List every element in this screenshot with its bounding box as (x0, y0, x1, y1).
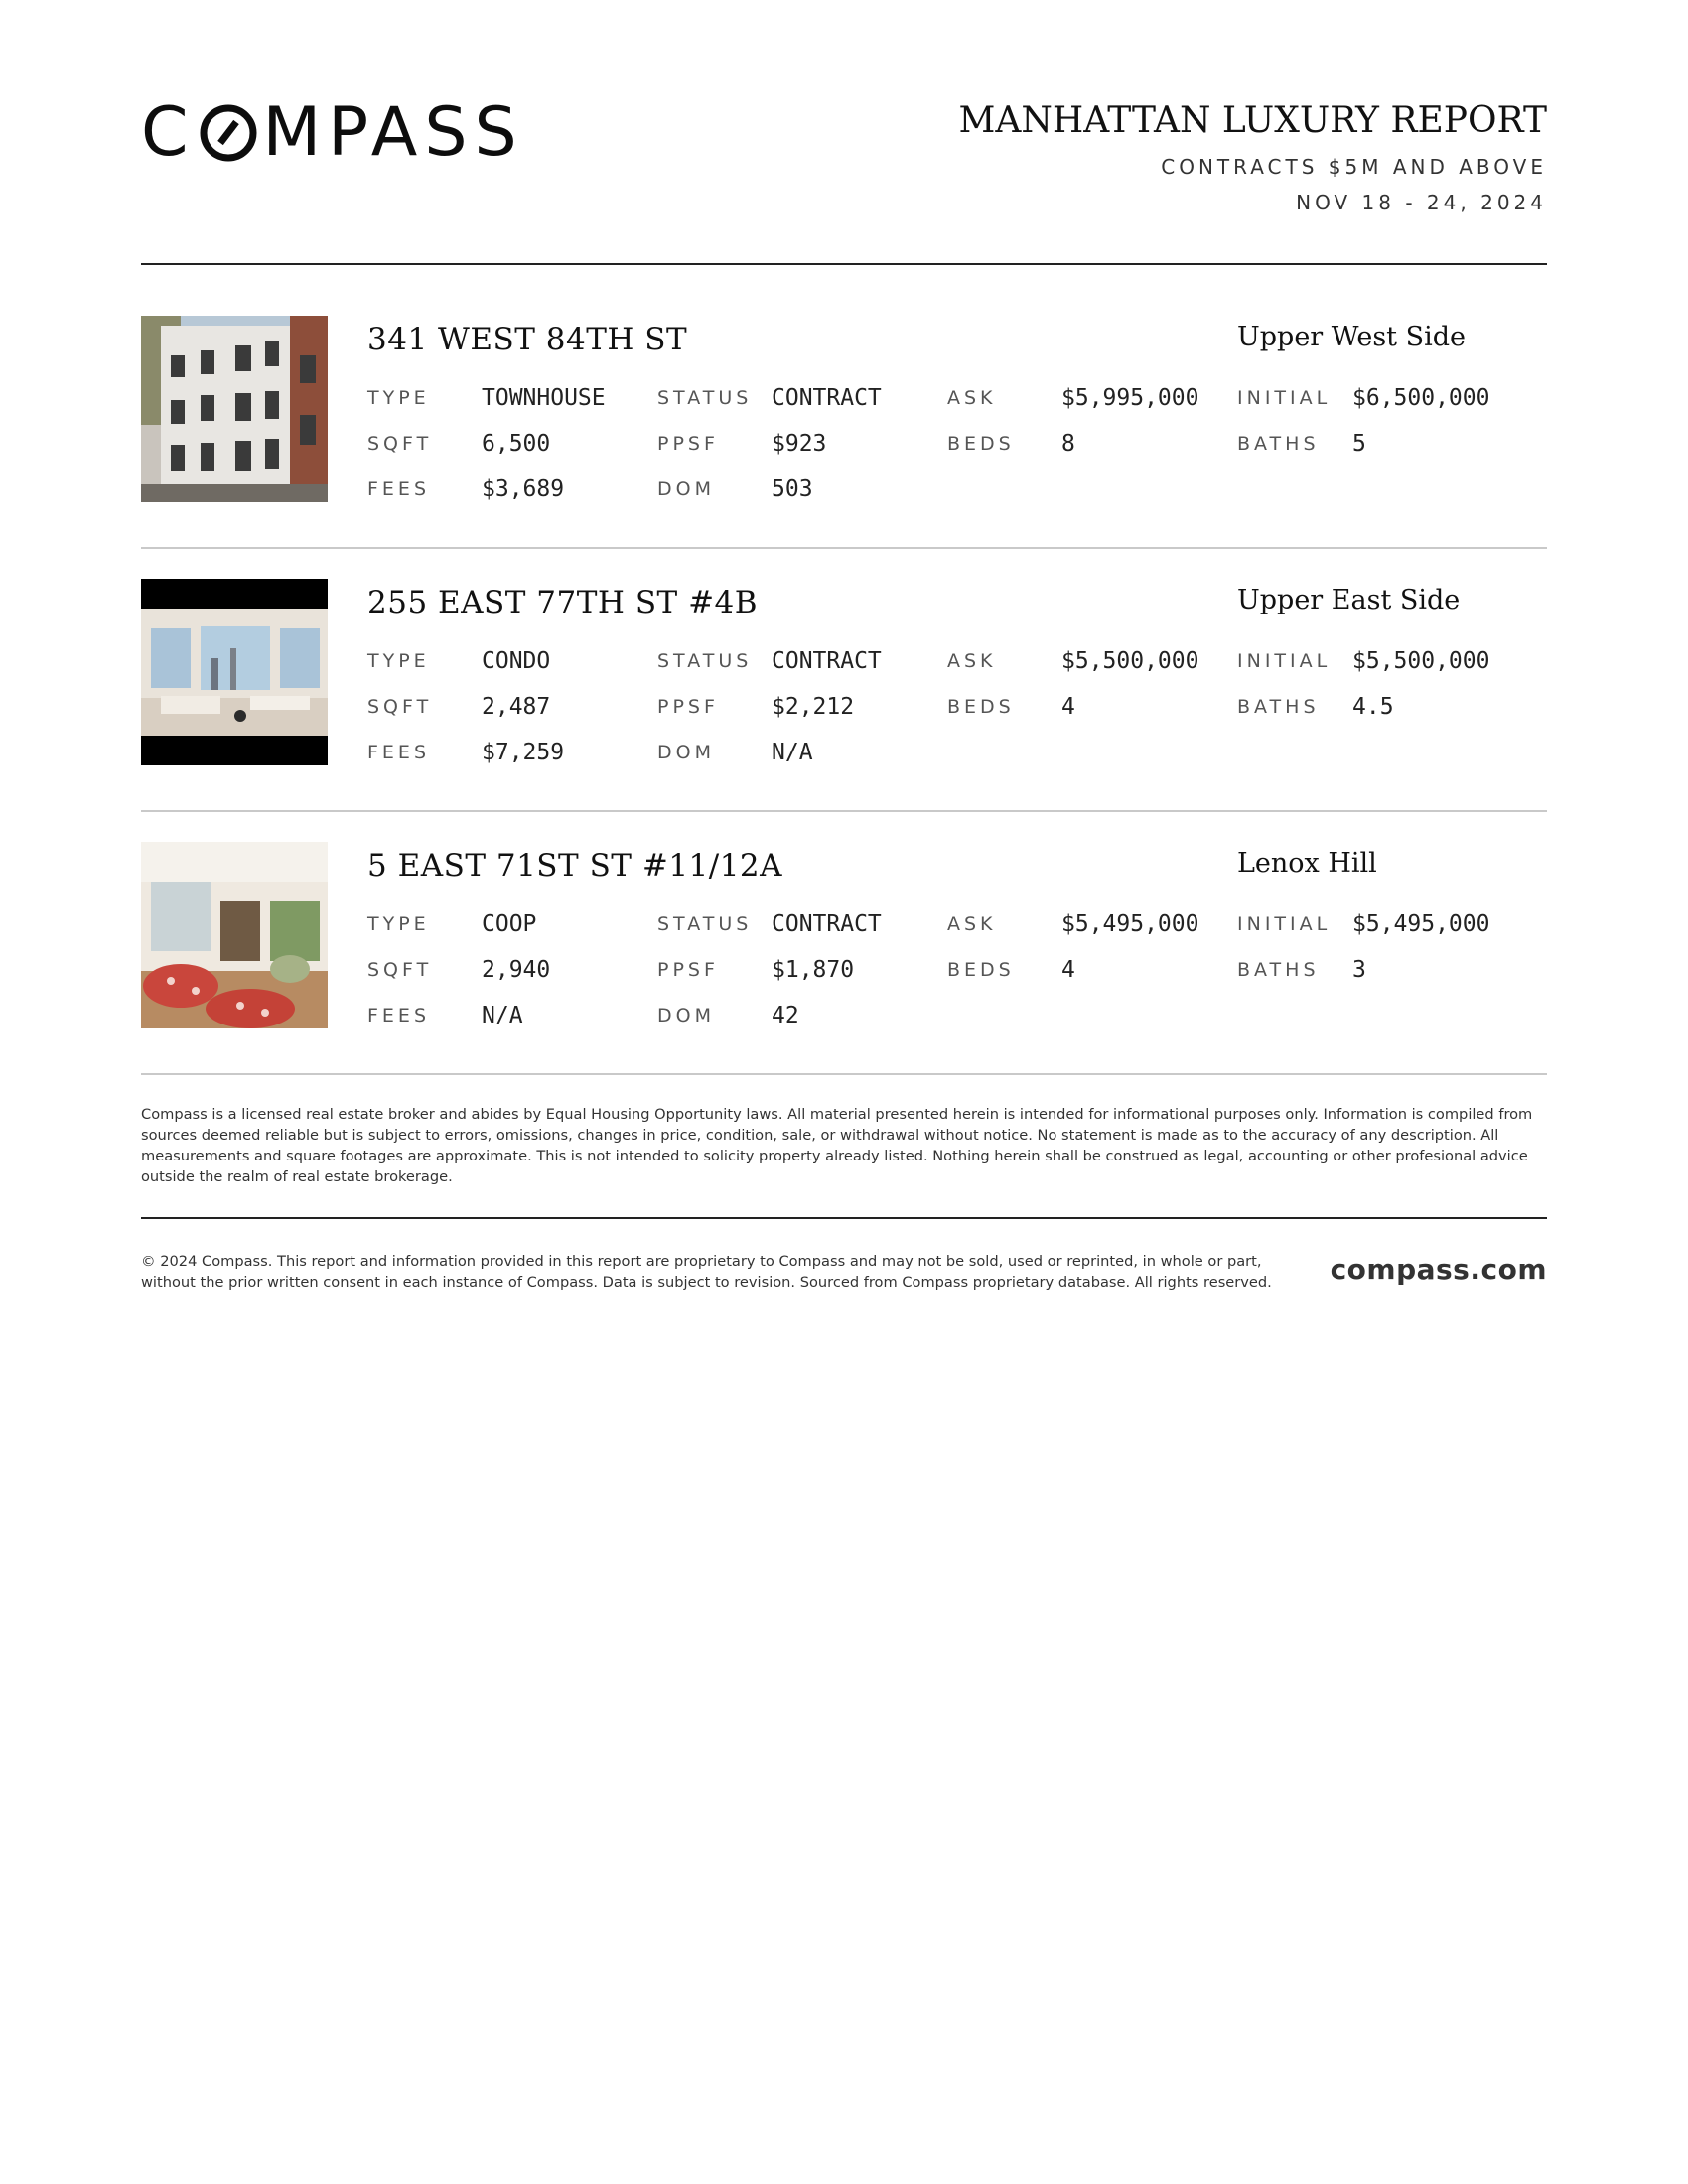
value-beds: 8 (1061, 431, 1075, 457)
label-sqft: SQFT (367, 696, 433, 718)
label-status: STATUS (657, 913, 753, 935)
logo-o-mark-icon (199, 103, 258, 163)
label-baths: BATHS (1237, 696, 1320, 718)
value-fees: N/A (482, 1003, 523, 1028)
footer-divider (141, 1217, 1547, 1219)
value-status: CONTRACT (772, 385, 882, 411)
logo-letters-mpass: MPASS (262, 93, 524, 172)
listing-photo-townhouse (141, 316, 328, 502)
listing-divider (141, 1073, 1547, 1075)
report-header (958, 97, 1547, 220)
value-baths: 3 (1352, 957, 1366, 983)
label-type: TYPE (367, 387, 430, 409)
listing-address: 255 EAST 77TH ST #4B (367, 585, 759, 620)
listing-address: 341 WEST 84TH ST (367, 322, 688, 357)
compass-logo (141, 93, 524, 172)
listing-photo-condo (141, 579, 328, 765)
value-dom: 503 (772, 477, 813, 502)
label-ask: ASK (947, 387, 997, 409)
label-initial: INITIAL (1237, 913, 1332, 935)
label-status: STATUS (657, 650, 753, 672)
label-dom: DOM (657, 742, 715, 763)
value-ppsf: $1,870 (772, 957, 855, 983)
label-sqft: SQFT (367, 433, 433, 455)
value-sqft: 2,487 (482, 694, 551, 720)
value-type: TOWNHOUSE (482, 385, 606, 411)
label-ask: ASK (947, 650, 997, 672)
value-initial: $5,500,000 (1352, 648, 1490, 674)
label-baths: BATHS (1237, 959, 1320, 981)
label-fees: FEES (367, 478, 430, 500)
listing-neighborhood: Upper West Side (1237, 322, 1467, 352)
value-dom: N/A (772, 740, 813, 765)
value-baths: 5 (1352, 431, 1366, 457)
value-initial: $6,500,000 (1352, 385, 1490, 411)
listing-neighborhood: Lenox Hill (1237, 848, 1377, 879)
label-initial: INITIAL (1237, 387, 1332, 409)
value-baths: 4.5 (1352, 694, 1394, 720)
value-ask: $5,495,000 (1061, 911, 1199, 937)
label-ask: ASK (947, 913, 997, 935)
label-dom: DOM (657, 478, 715, 500)
label-initial: INITIAL (1237, 650, 1332, 672)
listing-divider (141, 547, 1547, 549)
label-status: STATUS (657, 387, 753, 409)
value-sqft: 6,500 (482, 431, 551, 457)
listing-row (141, 842, 1547, 1030)
header-divider (141, 263, 1547, 265)
value-ppsf: $923 (772, 431, 827, 457)
value-beds: 4 (1061, 957, 1075, 983)
value-ask: $5,995,000 (1061, 385, 1199, 411)
label-beds: BEDS (947, 696, 1015, 718)
label-beds: BEDS (947, 959, 1015, 981)
listing-address: 5 EAST 71ST ST #11/12A (367, 848, 783, 884)
report-subtitle: CONTRACTS $5M AND ABOVE (1161, 155, 1547, 179)
value-status: CONTRACT (772, 911, 882, 937)
report-date-range: NOV 18 - 24, 2024 (1296, 191, 1547, 214)
value-status: CONTRACT (772, 648, 882, 674)
label-baths: BATHS (1237, 433, 1320, 455)
value-type: CONDO (482, 648, 551, 674)
label-beds: BEDS (947, 433, 1015, 455)
value-type: COOP (482, 911, 537, 937)
listing-divider (141, 810, 1547, 812)
label-sqft: SQFT (367, 959, 433, 981)
label-ppsf: PPSF (657, 959, 719, 981)
logo-letter-c: C (141, 93, 196, 172)
label-type: TYPE (367, 650, 430, 672)
value-dom: 42 (772, 1003, 799, 1028)
label-fees: FEES (367, 1005, 430, 1026)
value-beds: 4 (1061, 694, 1075, 720)
value-fees: $7,259 (482, 740, 565, 765)
value-initial: $5,495,000 (1352, 911, 1490, 937)
value-ppsf: $2,212 (772, 694, 855, 720)
label-dom: DOM (657, 1005, 715, 1026)
listing-row (141, 316, 1547, 504)
copyright-notice: © 2024 Compass. This report and information provided in this report are proprietary to Compass and may not be sold, used or reprinted, in whole or part, without the prior written consent in each instance of Compass. Data is subject to revision. Sourced from Compass proprietary database. All rights reserved. (141, 1253, 1272, 1291)
value-ask: $5,500,000 (1061, 648, 1199, 674)
value-fees: $3,689 (482, 477, 565, 502)
label-ppsf: PPSF (657, 433, 719, 455)
label-type: TYPE (367, 913, 430, 935)
label-fees: FEES (367, 742, 430, 763)
listing-neighborhood: Upper East Side (1237, 585, 1461, 615)
listing-row (141, 579, 1547, 767)
legal-disclaimer: Compass is a licensed real estate broker and abides by Equal Housing Opportunity laws. All material presented herein is intended for informational purposes only. Information is compiled from sources deemed reliable but is subject to errors, omissions, changes in price, condition, sale, or withdrawal without notice. No statement is made as to the accuracy of any description. All measurements and square footages are approximate. This is not intended to solicity property already listed. Nothing herein shall be construed as legal, accounting or other profesional advice outside the realm of real estate brokerage. (141, 1106, 1533, 1185)
label-ppsf: PPSF (657, 696, 719, 718)
listing-photo-coop (141, 842, 328, 1028)
website-link[interactable]: compass.com (1330, 1253, 1547, 1286)
report-title: MANHATTAN LUXURY REPORT (958, 100, 1547, 141)
value-sqft: 2,940 (482, 957, 551, 983)
